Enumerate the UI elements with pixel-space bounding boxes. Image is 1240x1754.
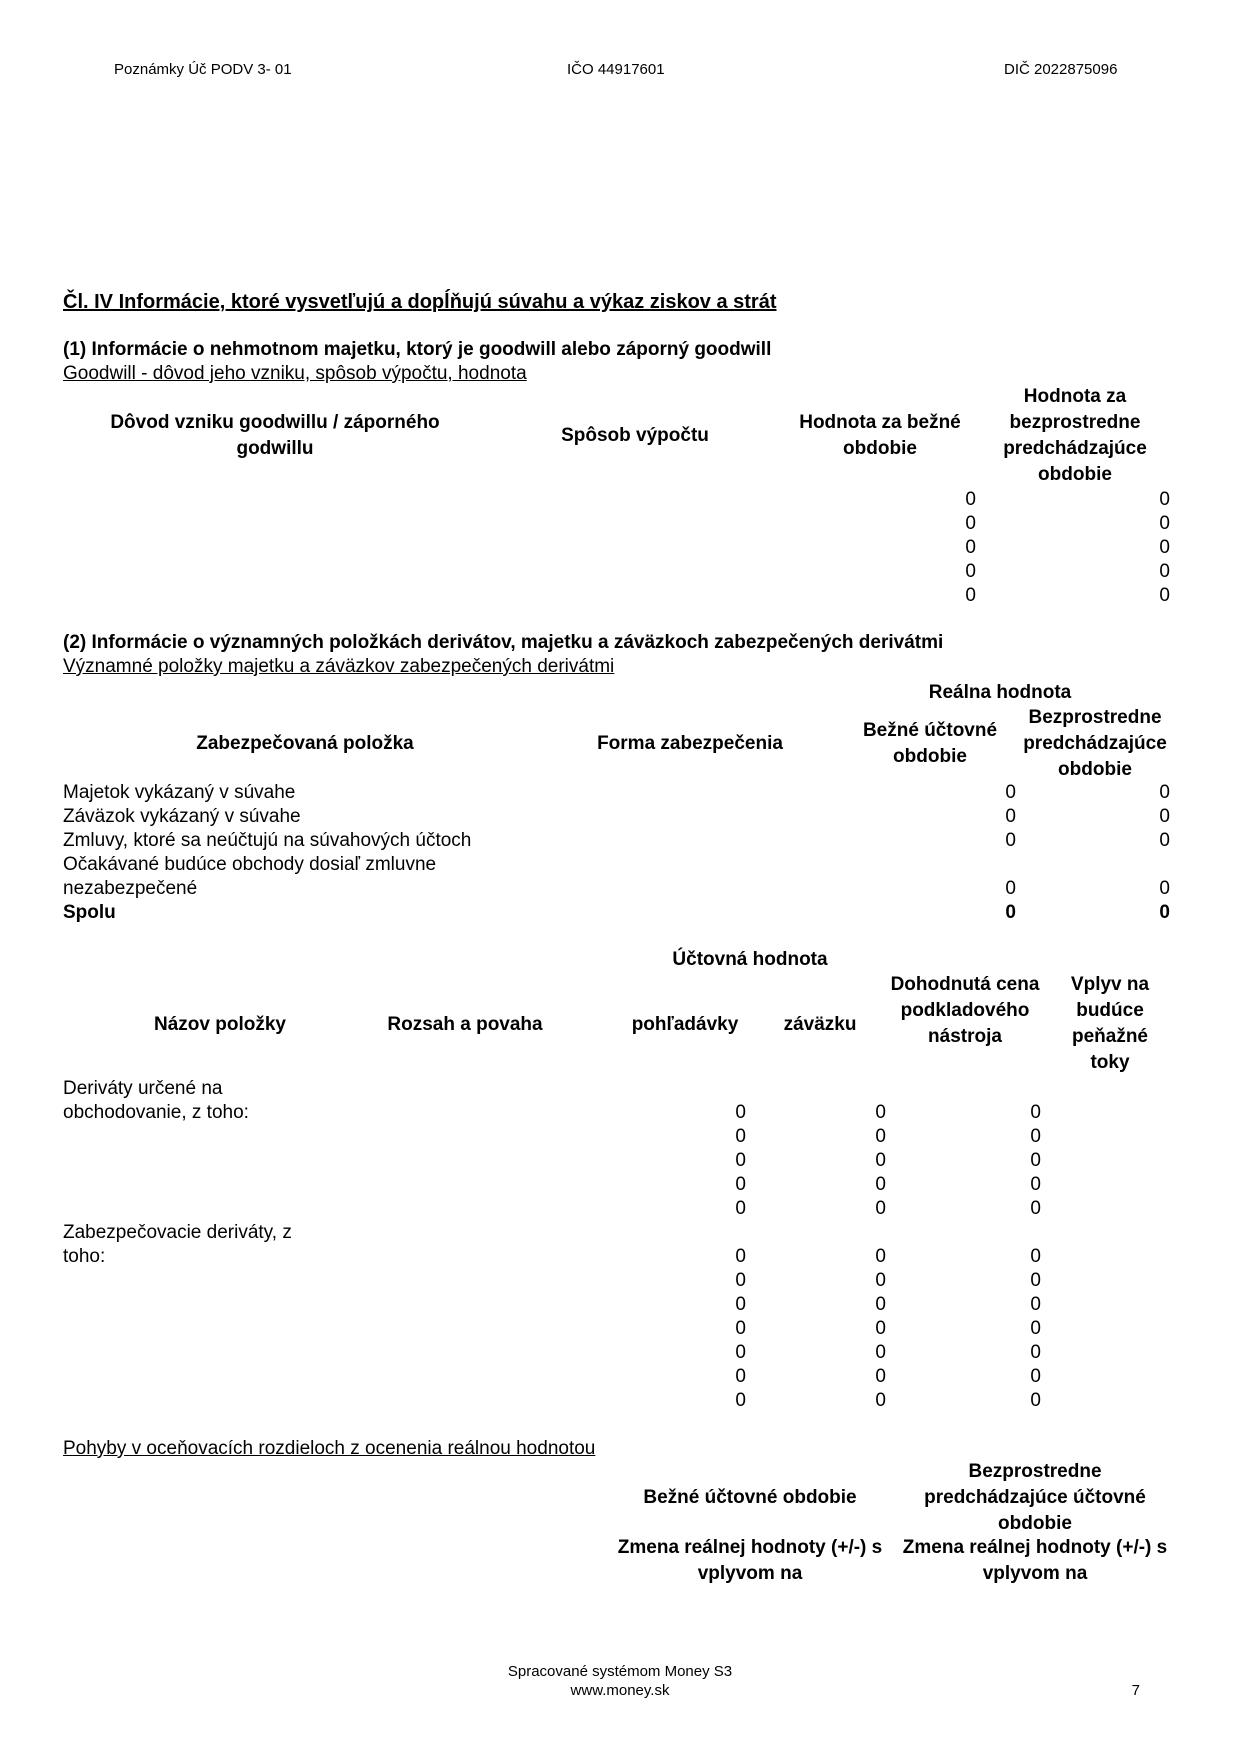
table-cell: 0 [1030, 1366, 1041, 1387]
s1-row4-previous: 0 [1159, 561, 1170, 582]
table-cell: 0 [735, 1150, 746, 1171]
table-cell: 0 [875, 1174, 886, 1195]
main-title: Čl. IV Informácie, ktoré vysvetľujú a dopĺňujú súvahu a výkaz ziskov a strát [63, 291, 777, 313]
section2-subtitle: Významné položky majetku a záväzkov zabezpečených derivátmi [63, 656, 615, 677]
table-cell: 0 [1030, 1198, 1041, 1219]
table-cell: 0 [735, 1342, 746, 1363]
table-cell: 0 [735, 1366, 746, 1387]
s2-row-label: Majetok vykázaný v súvahe [63, 782, 296, 803]
col-s2-current: Bežné účtovné obdobie [862, 720, 998, 767]
s1-row2-previous: 0 [1159, 513, 1170, 534]
s1-row5-previous: 0 [1159, 585, 1170, 606]
col-cash-flow-impact: Vplyv na budúce peňažné toky [1070, 974, 1150, 1073]
s1-row1-previous: 0 [1159, 489, 1170, 510]
s1-row4-current: 0 [965, 561, 976, 582]
section1-subtitle: Goodwill - dôvod jeho vzniku, spôsob výpočtu, hodnota [63, 363, 527, 384]
table-cell: 0 [735, 1270, 746, 1291]
col-item-name: Názov položky [154, 1014, 286, 1035]
s2-row2-current: 0 [1005, 806, 1016, 827]
table-cell: 0 [735, 1126, 746, 1147]
s2-row3-previous: 0 [1159, 830, 1170, 851]
s4-current-change: Zmena reálnej hodnoty (+/-) s vplyvom na [617, 1537, 883, 1584]
s1-row3-previous: 0 [1159, 537, 1170, 558]
group-label-line2: obchodovanie, z toho: [63, 1102, 249, 1123]
col-hedge-form: Forma zabezpečenia [597, 733, 783, 754]
col-hedged-item: Zabezpečovaná položka [196, 733, 414, 754]
col-s4-current: Bežné účtovné obdobie [643, 1487, 857, 1508]
table-cell: 0 [735, 1318, 746, 1339]
fair-value-header: Reálna hodnota [928, 682, 1072, 703]
s4-previous-change: Zmena reálnej hodnoty (+/-) s vplyvom na [902, 1537, 1168, 1584]
table-cell: 0 [875, 1126, 886, 1147]
col-s4-previous: Bezprostredne predchádzajúce účtovné obdobie [924, 1461, 1146, 1534]
s2-row-label: Záväzok vykázaný v súvahe [63, 806, 301, 827]
s2-row4-previous: 0 [1159, 878, 1170, 899]
table-cell: 0 [1030, 1270, 1041, 1291]
s2-row-label-line1: Očakávané budúce obchody dosiaľ zmluvne [63, 854, 437, 875]
table-cell: 0 [875, 1246, 886, 1267]
col-receivables: pohľadávky [631, 1014, 739, 1035]
table-cell: 0 [875, 1150, 886, 1171]
table-cell: 0 [1030, 1126, 1041, 1147]
s2-row2-previous: 0 [1159, 806, 1170, 827]
header-dic: DIČ 2022875096 [1004, 61, 1118, 78]
s2-row4-current: 0 [1005, 878, 1016, 899]
table-cell: 0 [735, 1390, 746, 1411]
table-cell: 0 [875, 1294, 886, 1315]
table-cell: 0 [1030, 1102, 1041, 1123]
table-cell: 0 [1030, 1246, 1041, 1267]
col-calc-method: Spôsob výpočtu [561, 425, 709, 446]
section4-subtitle: Pohyby v oceňovacích rozdieloch z ocenenia reálnou hodnotou [63, 1438, 596, 1459]
s2-row-label: Zmluvy, ktoré sa neúčtujú na súvahových účtoch [63, 830, 472, 851]
table-cell: 0 [875, 1342, 886, 1363]
footer-system: Spracované systémom Money S3 [507, 1663, 733, 1680]
group-label-line1: Zabezpečovacie deriváty, z [63, 1222, 292, 1243]
footer-website-link[interactable]: www.money.sk [570, 1682, 670, 1699]
table-cell: 0 [875, 1366, 886, 1387]
col-scope-nature: Rozsah a povaha [387, 1014, 543, 1035]
table-cell: 0 [735, 1102, 746, 1123]
book-value-header: Účtovná hodnota [672, 949, 828, 970]
table-cell: 0 [735, 1294, 746, 1315]
s1-row3-current: 0 [965, 537, 976, 558]
s2-total-previous: 0 [1159, 902, 1170, 923]
table-cell: 0 [1030, 1174, 1041, 1195]
col-previous-value: Hodnota za bezprostredne predchádzajúce obdobie [1003, 386, 1147, 485]
col-current-value: Hodnota za bežné obdobie [799, 412, 961, 459]
s2-row3-current: 0 [1005, 830, 1016, 851]
header-ico: IČO 44917601 [567, 61, 665, 78]
table-cell: 0 [875, 1102, 886, 1123]
s2-total-current: 0 [1005, 902, 1016, 923]
table-cell: 0 [735, 1174, 746, 1195]
header-left: Poznámky Úč PODV 3- 01 [114, 61, 292, 78]
table-cell: 0 [735, 1198, 746, 1219]
col-goodwill-reason: Dôvod vzniku goodwillu / záporného godwillu [110, 412, 440, 459]
page-number: 7 [1131, 1682, 1140, 1699]
s2-row1-previous: 0 [1159, 782, 1170, 803]
table-cell: 0 [875, 1390, 886, 1411]
table-cell: 0 [1030, 1318, 1041, 1339]
s1-row2-current: 0 [965, 513, 976, 534]
table-cell: 0 [875, 1270, 886, 1291]
s2-row1-current: 0 [1005, 782, 1016, 803]
col-s2-previous: Bezprostredne predchádzajúce obdobie [1023, 707, 1167, 780]
table-cell: 0 [735, 1246, 746, 1267]
section2-title: (2) Informácie o významných položkách derivátov, majetku a záväzkoch zabezpečených derivátmi [63, 632, 944, 653]
table-cell: 0 [875, 1198, 886, 1219]
s2-total-label: Spolu [63, 902, 116, 923]
table-cell: 0 [1030, 1342, 1041, 1363]
col-agreed-price: Dohodnutá cena podkladového nástroja [890, 974, 1040, 1047]
col-payables: záväzku [783, 1014, 857, 1035]
table-cell: 0 [875, 1318, 886, 1339]
group-label-line1: Deriváty určené na [63, 1078, 223, 1099]
table-cell: 0 [1030, 1390, 1041, 1411]
s1-row5-current: 0 [965, 585, 976, 606]
table-cell: 0 [1030, 1294, 1041, 1315]
group-label-line2: toho: [63, 1246, 106, 1267]
section1-title: (1) Informácie o nehmotnom majetku, ktorý je goodwill alebo záporný goodwill [63, 339, 772, 360]
s1-row1-current: 0 [965, 489, 976, 510]
table-cell: 0 [1030, 1150, 1041, 1171]
s2-row-label-line2: nezabezpečené [63, 878, 198, 899]
